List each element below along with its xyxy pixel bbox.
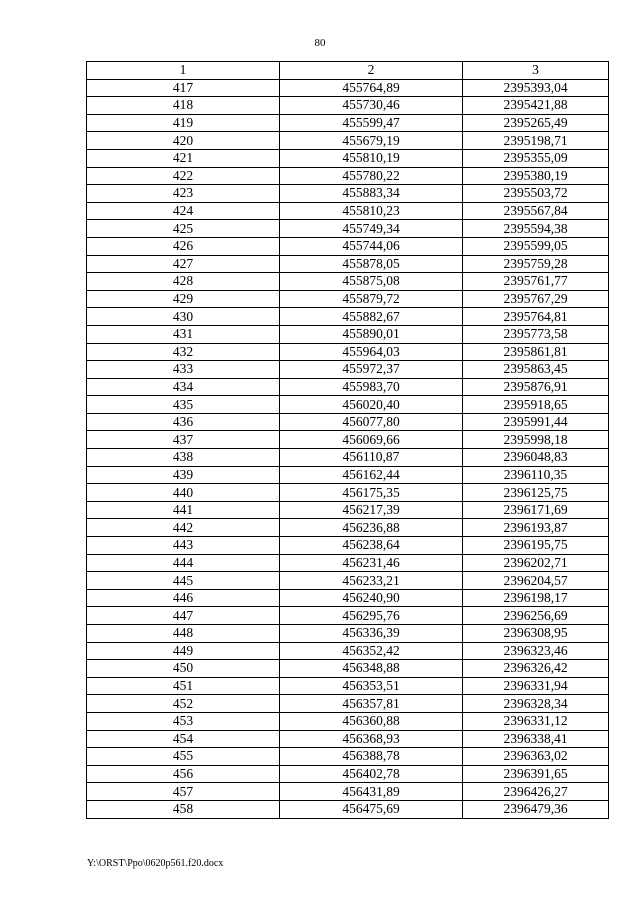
y-coordinate-cell: 2395759,28 — [463, 255, 609, 273]
x-coordinate-cell: 456357,81 — [280, 695, 463, 713]
column-header-2: 2 — [280, 62, 463, 80]
point-number-cell: 439 — [87, 466, 280, 484]
table-row — [87, 730, 609, 748]
point-number-cell: 453 — [87, 712, 280, 730]
y-coordinate-cell: 2395764,81 — [463, 308, 609, 326]
y-coordinate-cell: 2395198,71 — [463, 132, 609, 150]
x-coordinate-cell: 456431,89 — [280, 783, 463, 801]
y-coordinate-cell: 2395861,81 — [463, 343, 609, 361]
x-coordinate-cell: 456217,39 — [280, 501, 463, 519]
table-row — [87, 800, 609, 818]
x-coordinate-cell: 456368,93 — [280, 730, 463, 748]
point-number-cell: 420 — [87, 132, 280, 150]
y-coordinate-cell: 2395567,84 — [463, 202, 609, 220]
y-coordinate-cell: 2396195,75 — [463, 537, 609, 555]
table-row — [87, 607, 609, 625]
table-row — [87, 554, 609, 572]
x-coordinate-cell: 456110,87 — [280, 449, 463, 467]
file-path: Y:\ORST\Ppo\0620p561.f20.docx — [87, 858, 224, 869]
point-number-cell: 424 — [87, 202, 280, 220]
table-row — [87, 396, 609, 414]
table-row — [87, 431, 609, 449]
header-row — [87, 62, 609, 80]
x-coordinate-cell: 455599,47 — [280, 114, 463, 132]
table-row — [87, 149, 609, 167]
table-row — [87, 501, 609, 519]
x-coordinate-cell: 456077,80 — [280, 413, 463, 431]
point-number-cell: 421 — [87, 149, 280, 167]
y-coordinate-cell: 2396338,41 — [463, 730, 609, 748]
table-row — [87, 589, 609, 607]
point-number-cell: 437 — [87, 431, 280, 449]
x-coordinate-cell: 456233,21 — [280, 572, 463, 590]
table-row — [87, 695, 609, 713]
x-coordinate-cell: 455878,05 — [280, 255, 463, 273]
table-row — [87, 237, 609, 255]
x-coordinate-cell: 456360,88 — [280, 712, 463, 730]
point-number-cell: 435 — [87, 396, 280, 414]
x-coordinate-cell: 456238,64 — [280, 537, 463, 555]
point-number-cell: 422 — [87, 167, 280, 185]
y-coordinate-cell: 2395761,77 — [463, 273, 609, 291]
table-row — [87, 343, 609, 361]
y-coordinate-cell: 2396193,87 — [463, 519, 609, 537]
x-coordinate-cell: 456020,40 — [280, 396, 463, 414]
point-number-cell: 441 — [87, 501, 280, 519]
x-coordinate-cell: 455875,08 — [280, 273, 463, 291]
y-coordinate-cell: 2396204,57 — [463, 572, 609, 590]
point-number-cell: 443 — [87, 537, 280, 555]
column-header-1: 1 — [87, 62, 280, 80]
x-coordinate-cell: 456388,78 — [280, 748, 463, 766]
table-row — [87, 114, 609, 132]
y-coordinate-cell: 2395998,18 — [463, 431, 609, 449]
y-coordinate-cell: 2396391,65 — [463, 765, 609, 783]
x-coordinate-cell: 455679,19 — [280, 132, 463, 150]
point-number-cell: 448 — [87, 625, 280, 643]
x-coordinate-cell: 455964,03 — [280, 343, 463, 361]
y-coordinate-cell: 2396308,95 — [463, 625, 609, 643]
x-coordinate-cell: 455983,70 — [280, 378, 463, 396]
point-number-cell: 446 — [87, 589, 280, 607]
y-coordinate-cell: 2396256,69 — [463, 607, 609, 625]
point-number-cell: 452 — [87, 695, 280, 713]
table-row — [87, 712, 609, 730]
point-number-cell: 425 — [87, 220, 280, 238]
y-coordinate-cell: 2395393,04 — [463, 79, 609, 97]
x-coordinate-cell: 455749,34 — [280, 220, 463, 238]
point-number-cell: 436 — [87, 413, 280, 431]
table-row — [87, 765, 609, 783]
x-coordinate-cell: 455882,67 — [280, 308, 463, 326]
point-number-cell: 431 — [87, 325, 280, 343]
point-number-cell: 449 — [87, 642, 280, 660]
x-coordinate-cell: 455810,23 — [280, 202, 463, 220]
point-number-cell: 438 — [87, 449, 280, 467]
table-row — [87, 325, 609, 343]
point-number-cell: 418 — [87, 97, 280, 115]
table-row — [87, 202, 609, 220]
table-body — [87, 79, 609, 818]
y-coordinate-cell: 2396048,83 — [463, 449, 609, 467]
table-row — [87, 167, 609, 185]
point-number-cell: 426 — [87, 237, 280, 255]
table-row — [87, 466, 609, 484]
y-coordinate-cell: 2396326,42 — [463, 660, 609, 678]
table-header — [87, 62, 609, 80]
y-coordinate-cell: 2395918,65 — [463, 396, 609, 414]
y-coordinate-cell: 2395773,58 — [463, 325, 609, 343]
y-coordinate-cell: 2395863,45 — [463, 361, 609, 379]
point-number-cell: 442 — [87, 519, 280, 537]
point-number-cell: 429 — [87, 290, 280, 308]
y-coordinate-cell: 2396328,34 — [463, 695, 609, 713]
point-number-cell: 433 — [87, 361, 280, 379]
table-row — [87, 748, 609, 766]
table-row — [87, 361, 609, 379]
table-row — [87, 308, 609, 326]
x-coordinate-cell: 455810,19 — [280, 149, 463, 167]
y-coordinate-cell: 2395265,49 — [463, 114, 609, 132]
y-coordinate-cell: 2395876,91 — [463, 378, 609, 396]
x-coordinate-cell: 456162,44 — [280, 466, 463, 484]
point-number-cell: 434 — [87, 378, 280, 396]
y-coordinate-cell: 2396331,12 — [463, 712, 609, 730]
x-coordinate-cell: 456240,90 — [280, 589, 463, 607]
x-coordinate-cell: 456475,69 — [280, 800, 463, 818]
table-row — [87, 677, 609, 695]
table-row — [87, 783, 609, 801]
table-row — [87, 537, 609, 555]
y-coordinate-cell: 2396331,94 — [463, 677, 609, 695]
x-coordinate-cell: 456175,35 — [280, 484, 463, 502]
point-number-cell: 432 — [87, 343, 280, 361]
x-coordinate-cell: 456069,66 — [280, 431, 463, 449]
point-number-cell: 444 — [87, 554, 280, 572]
x-coordinate-cell: 455730,46 — [280, 97, 463, 115]
point-number-cell: 457 — [87, 783, 280, 801]
table-row — [87, 519, 609, 537]
x-coordinate-cell: 455780,22 — [280, 167, 463, 185]
point-number-cell: 458 — [87, 800, 280, 818]
point-number-cell: 445 — [87, 572, 280, 590]
coordinates-table — [86, 61, 609, 819]
x-coordinate-cell: 456295,76 — [280, 607, 463, 625]
point-number-cell: 440 — [87, 484, 280, 502]
y-coordinate-cell: 2396202,71 — [463, 554, 609, 572]
y-coordinate-cell: 2396125,75 — [463, 484, 609, 502]
x-coordinate-cell: 455879,72 — [280, 290, 463, 308]
point-number-cell: 447 — [87, 607, 280, 625]
y-coordinate-cell: 2395599,05 — [463, 237, 609, 255]
y-coordinate-cell: 2396363,02 — [463, 748, 609, 766]
table-row — [87, 484, 609, 502]
point-number-cell: 451 — [87, 677, 280, 695]
table-row — [87, 625, 609, 643]
x-coordinate-cell: 456231,46 — [280, 554, 463, 572]
y-coordinate-cell: 2395503,72 — [463, 185, 609, 203]
table-row — [87, 449, 609, 467]
x-coordinate-cell: 455890,01 — [280, 325, 463, 343]
table-row — [87, 660, 609, 678]
y-coordinate-cell: 2395421,88 — [463, 97, 609, 115]
column-header-3: 3 — [463, 62, 609, 80]
point-number-cell: 423 — [87, 185, 280, 203]
x-coordinate-cell: 455764,89 — [280, 79, 463, 97]
point-number-cell: 430 — [87, 308, 280, 326]
point-number-cell: 450 — [87, 660, 280, 678]
y-coordinate-cell: 2396198,17 — [463, 589, 609, 607]
x-coordinate-cell: 456352,42 — [280, 642, 463, 660]
x-coordinate-cell: 456336,39 — [280, 625, 463, 643]
table-row — [87, 79, 609, 97]
x-coordinate-cell: 455744,06 — [280, 237, 463, 255]
y-coordinate-cell: 2395380,19 — [463, 167, 609, 185]
point-number-cell: 456 — [87, 765, 280, 783]
point-number-cell: 417 — [87, 79, 280, 97]
y-coordinate-cell: 2395594,38 — [463, 220, 609, 238]
table-row — [87, 572, 609, 590]
table-row — [87, 255, 609, 273]
table-row — [87, 273, 609, 291]
x-coordinate-cell: 456348,88 — [280, 660, 463, 678]
table-row — [87, 97, 609, 115]
point-number-cell: 428 — [87, 273, 280, 291]
x-coordinate-cell: 456236,88 — [280, 519, 463, 537]
table-row — [87, 642, 609, 660]
point-number-cell: 454 — [87, 730, 280, 748]
table-row — [87, 185, 609, 203]
y-coordinate-cell: 2396171,69 — [463, 501, 609, 519]
x-coordinate-cell: 456402,78 — [280, 765, 463, 783]
y-coordinate-cell: 2395767,29 — [463, 290, 609, 308]
x-coordinate-cell: 455972,37 — [280, 361, 463, 379]
x-coordinate-cell: 456353,51 — [280, 677, 463, 695]
table-row — [87, 132, 609, 150]
y-coordinate-cell: 2396323,46 — [463, 642, 609, 660]
point-number-cell: 455 — [87, 748, 280, 766]
y-coordinate-cell: 2396479,36 — [463, 800, 609, 818]
x-coordinate-cell: 455883,34 — [280, 185, 463, 203]
y-coordinate-cell: 2395991,44 — [463, 413, 609, 431]
table-row — [87, 290, 609, 308]
point-number-cell: 427 — [87, 255, 280, 273]
y-coordinate-cell: 2395355,09 — [463, 149, 609, 167]
point-number-cell: 419 — [87, 114, 280, 132]
table-row — [87, 378, 609, 396]
page-number: 80 — [314, 37, 326, 49]
table-row — [87, 413, 609, 431]
y-coordinate-cell: 2396426,27 — [463, 783, 609, 801]
y-coordinate-cell: 2396110,35 — [463, 466, 609, 484]
table-row — [87, 220, 609, 238]
